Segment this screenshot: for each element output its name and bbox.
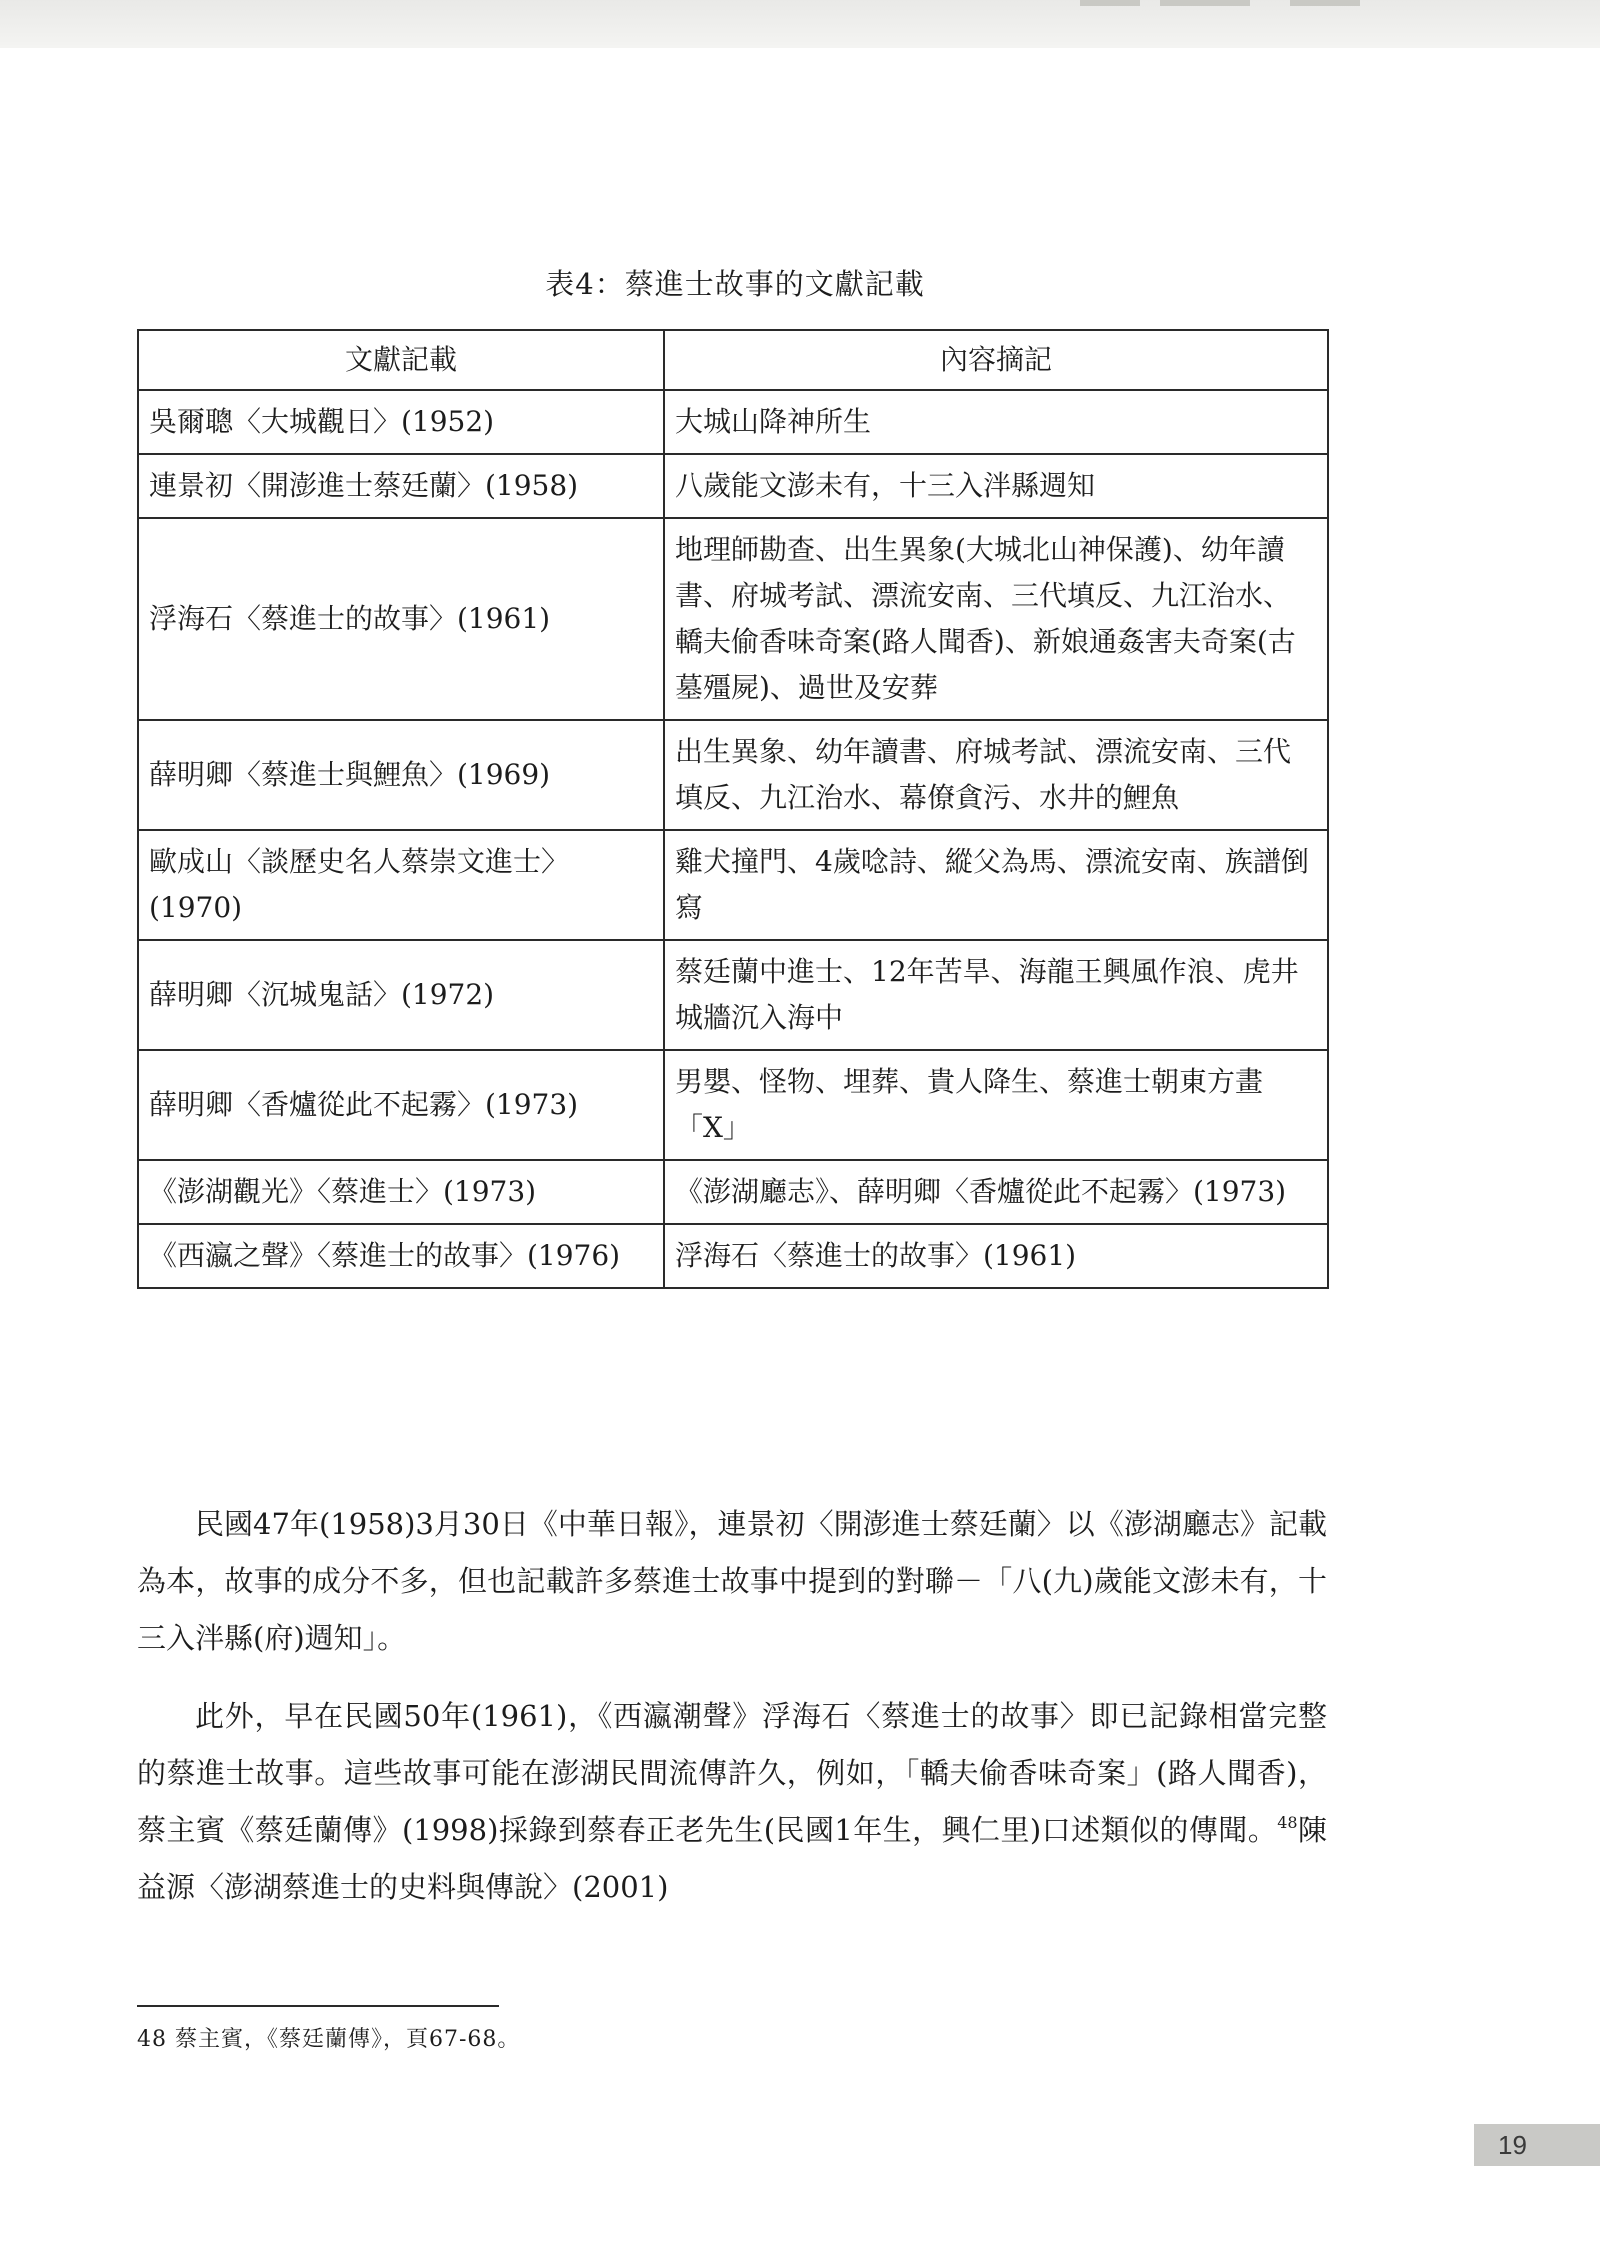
row-source: 歐成山〈談歷史名人蔡崇文進士〉(1970) bbox=[138, 830, 664, 940]
footnote: 48 蔡主賓，《蔡廷蘭傳》，頁67-68。 bbox=[137, 2027, 521, 2052]
row-source: 薛明卿〈香爐從此不起霧〉(1973) bbox=[138, 1050, 664, 1160]
footnote-divider bbox=[137, 2005, 499, 2007]
row-content: 八歲能文澎未有，十三入泮縣週知 bbox=[664, 454, 1328, 518]
scan-mark bbox=[1080, 0, 1140, 6]
row-source: 連景初〈開澎進士蔡廷蘭〉(1958) bbox=[138, 454, 664, 518]
scan-mark bbox=[1290, 0, 1360, 6]
body-paragraph bbox=[137, 1688, 1327, 1916]
header-content: 內容摘記 bbox=[664, 330, 1328, 390]
table-header-row bbox=[138, 330, 1328, 390]
header-source: 文獻記載 bbox=[138, 330, 664, 390]
row-content: 男嬰、怪物、埋葬、貴人降生、蔡進士朝東方畫「X」 bbox=[664, 1050, 1328, 1160]
row-content: 雞犬撞門、4歲唸詩、縱父為馬、漂流安南、族譜倒寫 bbox=[664, 830, 1328, 940]
table-row bbox=[138, 830, 1328, 940]
table-row bbox=[138, 720, 1328, 830]
row-source: 薛明卿〈蔡進士與鯉魚〉(1969) bbox=[138, 720, 664, 830]
row-source: 薛明卿〈沉城鬼話〉(1972) bbox=[138, 940, 664, 1050]
row-source: 《澎湖觀光》〈蔡進士〉(1973) bbox=[138, 1160, 664, 1224]
page-number: 19 bbox=[1474, 2124, 1600, 2166]
row-content: 蔡廷蘭中進士、12年苦旱、海龍王興風作浪、虎井城牆沉入海中 bbox=[664, 940, 1328, 1050]
row-content: 大城山降神所生 bbox=[664, 390, 1328, 454]
table-title: 表4：蔡進士故事的文獻記載 bbox=[545, 267, 925, 301]
table-row bbox=[138, 1224, 1328, 1288]
row-content: 地理師勘查、出生異象(大城北山神保護)、幼年讀書、府城考試、漂流安南、三代填反、九江治水、轎夫偷香味奇案(路人聞香)、新娘通姦害夫奇案(古墓殭屍)、過世及安葬 bbox=[664, 518, 1328, 720]
paragraph-text: 此外，早在民國50年(1961)，《西瀛潮聲》浮海石〈蔡進士的故事〉即已記錄相當完整的蔡進士故事。這些故事可能在澎湖民間流傳許久，例如，「轎夫偷香味奇案」(路人聞香)，蔡主賓《蔡廷蘭傳》(1998)採錄到蔡春正老先生(民國1年生，興仁里)口述類似的傳聞。 bbox=[137, 1699, 1327, 1847]
row-source: 《西瀛之聲》〈蔡進士的故事〉(1976) bbox=[138, 1224, 664, 1288]
table-row bbox=[138, 390, 1328, 454]
records-table bbox=[137, 329, 1329, 1289]
paragraph-text: 陳益源〈澎湖蔡進士的史料與傳說〉(2001) bbox=[137, 1813, 1327, 1904]
table-row bbox=[138, 518, 1328, 720]
row-source: 浮海石〈蔡進士的故事〉(1961) bbox=[138, 518, 664, 720]
scan-top-band bbox=[0, 0, 1600, 48]
body-paragraph: 民國47年(1958)3月30日《中華日報》，連景初〈開澎進士蔡廷蘭〉以《澎湖廳志》記載為本，故事的成分不多，但也記載許多蔡進士故事中提到的對聯－「八(九)歲能文澎未有，十三入泮縣(府)週知」。 bbox=[137, 1507, 1327, 1655]
row-content: 出生異象、幼年讀書、府城考試、漂流安南、三代填反、九江治水、幕僚貪污、水井的鯉魚 bbox=[664, 720, 1328, 830]
row-content: 《澎湖廳志》、薛明卿〈香爐從此不起霧〉(1973) bbox=[664, 1160, 1328, 1224]
table-row bbox=[138, 940, 1328, 1050]
row-content: 浮海石〈蔡進士的故事〉(1961) bbox=[664, 1224, 1328, 1288]
scan-mark bbox=[1160, 0, 1250, 6]
table-row bbox=[138, 1160, 1328, 1224]
row-source: 吳爾聰〈大城觀日〉(1952) bbox=[138, 390, 664, 454]
footnote-reference: 48 bbox=[1277, 1813, 1298, 1832]
table-row bbox=[138, 454, 1328, 518]
table-row bbox=[138, 1050, 1328, 1160]
